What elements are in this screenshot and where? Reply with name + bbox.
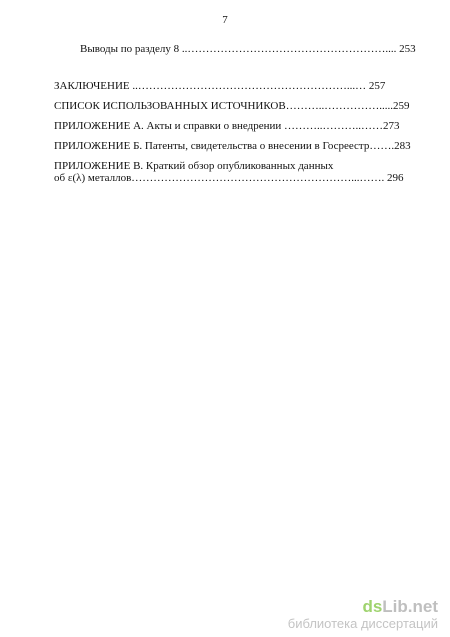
toc-entry-conclusion: ЗАКЛЮЧЕНИЕ ..…………………………………………………...… 257	[54, 80, 386, 92]
watermark-logo	[288, 598, 438, 616]
watermark-logo-ds: ds	[362, 597, 383, 616]
toc-entry-references: СПИСОК ИСПОЛЬЗОВАННЫХ ИСТОЧНИКОВ………..…………….....259	[54, 100, 410, 112]
watermark-logo-rest: Lib.net	[382, 597, 438, 616]
toc-entry-appendix-b: ПРИЛОЖЕНИЕ Б. Патенты, свидетельства о внесении в Госреестр…….283	[54, 140, 411, 152]
toc-entry-conclusions-section-8: Выводы по разделу 8 ..……………………………………………….... 253	[80, 43, 416, 55]
toc-entry-appendix-v-cont: об ε(λ) металлов……………………………………………………...……. 296	[54, 172, 404, 184]
watermark-tagline: библиотека диссертаций	[287, 616, 438, 631]
toc-entry-appendix-v: ПРИЛОЖЕНИЕ В. Краткий обзор опубликованных данных	[54, 160, 334, 172]
watermark	[288, 598, 438, 631]
page-number: 7	[222, 14, 228, 26]
toc-entry-appendix-a: ПРИЛОЖЕНИЕ А. Акты и справки о внедрении ………..………..……273	[54, 120, 400, 132]
